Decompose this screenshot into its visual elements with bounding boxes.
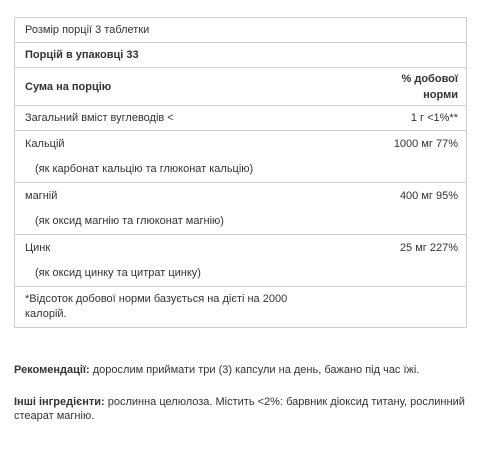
daily-value-label: % добової норми [401, 72, 458, 101]
nutrient-value: 400 мг 95% [399, 189, 458, 202]
recommendations-label: Рекомендації: [14, 364, 90, 376]
nutrient-row-carbohydrates [15, 106, 466, 131]
ingredients-label: Інші інгредієнти: [14, 396, 105, 408]
footnote-row [15, 287, 466, 327]
nutrient-row-zinc [15, 235, 466, 260]
other-ingredients [14, 395, 474, 423]
nutrient-source-magnesium [15, 208, 466, 235]
nutrient-source: (як карбонат кальцію та глюконат кальцію) [35, 163, 254, 175]
serving-size-row [15, 18, 466, 43]
nutrient-value: 1 г <1%** [410, 112, 458, 124]
amount-per-serving-label: Сума на порцію [25, 80, 112, 93]
nutrient-row-magnesium [15, 183, 466, 208]
servings-per-container: Порцій в упаковці 33 [25, 49, 139, 61]
nutrient-source: (як оксид цинку та цитрат цинку) [35, 267, 201, 279]
nutrient-value: 1000 мг 77% [393, 137, 458, 150]
supplement-facts-table [14, 17, 467, 328]
recommendations-text: дорослим приймати три (3) капсули на день, бажано під час їжі. [89, 364, 420, 376]
nutrient-name: магній [25, 189, 58, 202]
serving-size: Розмір порції 3 таблетки [25, 24, 150, 36]
servings-per-container-row [15, 43, 466, 68]
recommendations [14, 363, 474, 377]
nutrient-source-zinc [15, 260, 466, 287]
nutrient-source: (як оксид магнію та глюконат магнію) [35, 215, 224, 227]
nutrient-row-calcium [15, 131, 466, 156]
nutrient-name: Загальний вміст вуглеводів < [25, 112, 174, 124]
nutrient-name: Кальцій [25, 137, 65, 150]
daily-value-footnote: *Відсоток добової норми базується на дієті на 2000 калорій. [25, 293, 288, 320]
table-header-row [15, 68, 466, 106]
nutrient-value: 25 мг 227% [399, 241, 458, 254]
nutrient-name: Цинк [25, 241, 51, 254]
nutrient-source-calcium [15, 156, 466, 183]
ingredients-text: рослинна целюлоза. Містить <2%: барвник діоксид титану, рослинний стеарат магнію. [14, 396, 465, 422]
